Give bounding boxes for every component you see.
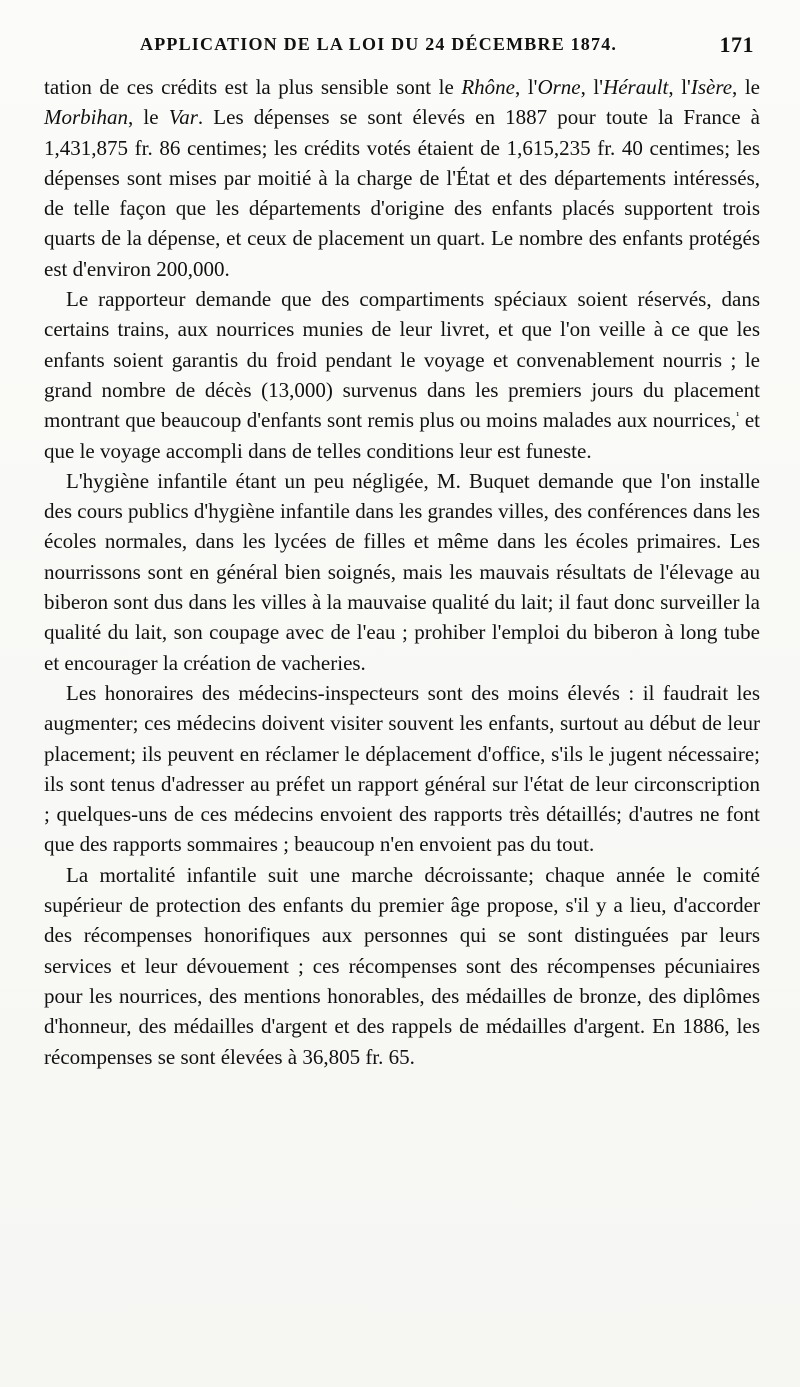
body-text xyxy=(44,72,760,1372)
text-run: , le xyxy=(732,75,760,99)
italic-text: Orne xyxy=(537,75,581,99)
paragraph-mortalite xyxy=(44,860,760,1072)
text-run: La mortalité infantile suit une marche décroissante; chaque année le comité supérieur de protection des enfants du premier âge propose, s'il y a lieu, d'accorder des récompenses honorifiques aux personnes qui se sont distinguées par leurs services et leur dévouement ; ces récompenses sont des récompenses pécuniaires pour les nourrices, des mentions honorables, des médailles de bronze, des diplômes d'honneur, des médailles d'argent et des rappels de médailles d'argent. En 1886, les récompenses se sont élevées à 36,805 fr. 65. xyxy=(44,862,760,1069)
paragraph-honoraires xyxy=(44,678,760,860)
italic-text: Morbihan xyxy=(44,105,128,130)
text-run: , l' xyxy=(580,75,604,99)
page-number: 171 xyxy=(719,32,754,57)
text-run: . Les dépenses se sont élevés en 1887 pour toute la France à 1,431,875 fr. 86 centimes; les crédits votés étaient de 1,615,235 fr. 40 centimes; les dépenses sont mises par moitié à la charge de l'État et des départements intéressés, de telle façon que les départements d'origine des enfants placés supportent trois quarts de la dépense, et ceux de placement un quart. Le nombre des enfants protégés est d'environ 200,000. xyxy=(44,105,761,281)
page-header xyxy=(46,34,758,64)
text-run: , l' xyxy=(668,75,691,99)
text-run: L'hygiène infantile étant un peu négligée, M. Buquet demande que l'on installe des cours publics d'hygiène infantile dans les grandes villes, des conférences dans les écoles normales, dans les lycées de filles et même dans les écoles primaires. Les nourrissons sont en général bien soignés, mais les mauvais résultats de l'élevage au biberon sont dus dans les villes à la mauvaise qualité du lait; il faut donc surveiller la qualité du lait, son coupage avec de l'eau ; prohiber l'emploi du biberon à long tube et encourager la création de vacheries. xyxy=(44,468,760,675)
paragraph-hygiene xyxy=(44,466,760,678)
text-run: , l' xyxy=(515,75,538,99)
paragraph-continuation xyxy=(44,72,760,284)
text-run: tation de ces crédits est la plus sensible sont le xyxy=(44,75,462,99)
text-run: , le xyxy=(128,105,169,130)
text-run: Les honoraires des médecins-inspecteurs sont des moins élevés : il faudrait les augmenter; ces médecins doivent visiter souvent les enfants, surtout au début de leur placement; ils peuvent en réclamer le déplacement d'office, s'ils le jugent nécessaire; ils sont tenus d'adresser au préfet un rapport général sur l'état de leur circonscription ; quelques-uns de ces médecins envoient des rapports très détaillés; d'autres ne font que des rapports sommaires ; beaucoup n'en envoient pas du tout. xyxy=(44,680,760,857)
italic-text: Rhône xyxy=(461,75,516,99)
italic-text: Var xyxy=(168,105,198,130)
text-run: et que le voyage accompli dans de telles conditions leur est funeste. xyxy=(44,408,760,463)
footnote-marker: ¹ xyxy=(736,410,740,423)
paragraph-rapporteur xyxy=(44,284,760,466)
italic-text: Hérault xyxy=(603,75,669,99)
italic-text: Isère xyxy=(690,75,733,99)
running-title: APPLICATION DE LA LOI DU 24 DÉCEMBRE 1874. xyxy=(140,34,618,54)
text-run: Le rapporteur demande que des compartiments spéciaux soient réservés, dans certains trains, aux nourrices munies de leur livret, et que l'on veille à ce que les enfants soient garantis du froid pendant le voyage et convenablement nourris ; le grand nombre de décès (13,000) survenus dans les premiers jours du placement montrant que beaucoup d'enfants sont remis plus ou moins malades aux nourrices, xyxy=(44,287,760,433)
